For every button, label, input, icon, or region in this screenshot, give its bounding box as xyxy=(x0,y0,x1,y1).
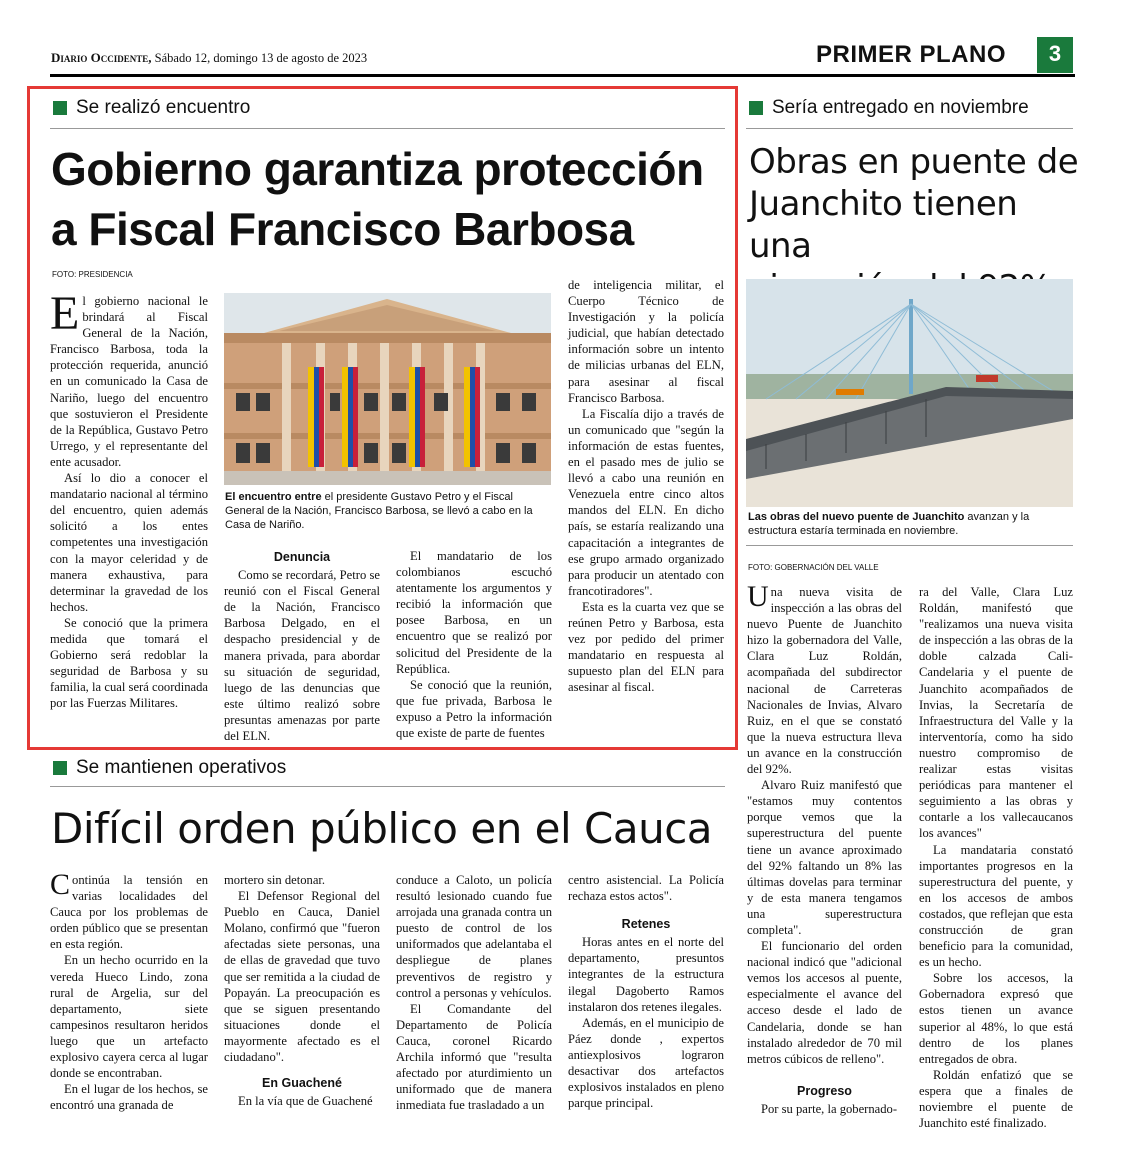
masthead-dateline xyxy=(51,50,367,66)
article2-photo-credit: FOTO: GOBERNACIÓN DEL VALLE xyxy=(748,563,879,572)
article2-paragraph: Alvaro Ruiz manifestó que "estamos muy contentos porque vemos que la superestructura del puente tiene un avance aproximado del 92% faltando un 8% las últimas dovelas para terminar y de esta manera tengamos una superestructura completa". xyxy=(747,778,902,937)
issue-date: Sábado 12, domingo 13 de agosto de 2023 xyxy=(151,51,368,65)
green-square-icon xyxy=(749,101,763,115)
article1-paragraph: El mandatario de los colombianos escuchó atentamente los argumentos y recibió la información que posee Barbosa, en un encuentro que se realizó por solicitud del Presidente de la República. xyxy=(396,549,552,676)
article1-paragraph: de inteligencia militar, el Cuerpo Técnico de Investigación y la policía judicial, que habían detectado información sobre un intento de milicias urbanas del ELN, para asesinar al fiscal Francisco Barbosa. xyxy=(568,278,724,405)
article3-paragraph: En un hecho ocurrido en la vereda Hueco Lindo, zona rural de Argelia, sur del departamento, siete campesinos resultaron heridos luego que un artefacto explosivo cayera cerca al lugar donde se encontraban. xyxy=(50,953,208,1081)
article1-paragraph: Como se recordará, Petro se reunió con el Fiscal General de la Nación, Francisco Barbosa Delgado, en el despacho presidencial y de manera privada, para abordar su situación de seguridad, luego de las denuncias que este último realizó sobre presuntas amenazas por parte del ELN. xyxy=(224,568,380,744)
article2-kicker-rule xyxy=(746,128,1073,129)
article2-subhead-progreso: Progreso xyxy=(797,1083,852,1098)
article2-paragraph: ra del Valle, Clara Luz Roldán, manifestó que "realizamos una nueva visita de inspección a las obras de la doble calzada Cali- Candelaria y el puente de Juanchito acompañados de Invias, la Secretaría de Infraestructura del Valle y la interventoría, como ha sido nuestro compromiso de realizar estas visitas periódicas para mantener el seguimiento a las obras y contarle a los vallecaucanos los avances" xyxy=(919,585,1073,841)
green-square-icon xyxy=(53,761,67,775)
caption-text: el presidente Gustavo Petro y el Fiscal General de la Nación, Francisco Barbosa, se llevó a cabo en la Casa de Nariño. xyxy=(225,491,533,531)
article1-headline-line1: Gobierno garantiza protección xyxy=(51,143,704,195)
article3-subhead-retenes: Retenes xyxy=(621,917,671,932)
article3-column-3 xyxy=(396,872,552,1113)
article2-headline-line1: Obras en puente de xyxy=(749,142,1079,182)
article2-paragraph: na nueva visita de inspección a las obras del nuevo Puente de Juanchito hizo la gobernadora del Valle, Clara Luz Roldán, acompañada del subdirector nacional de Carreteras Nacionales de Invias, Alvaro Ruiz, en el que se constató que la nueva estructura lleva un avance en la construcción del 92%. xyxy=(747,585,902,777)
caption-bold: El encuentro entre xyxy=(225,491,322,503)
article2-paragraph: Roldán enfatizó que se espera que a finales de noviembre el puente de Juanchito esté finalizado. xyxy=(919,1067,1073,1131)
article2-headline-line2: Juanchito tienen una xyxy=(749,184,1018,266)
article2-paragraph: La mandataria constató importantes progresos en la superestructura del puente, y en los accesos de ambos costados, que reflejan que esta construcción de gran beneficio para la comunidad, es un hecho. xyxy=(919,842,1073,970)
article3-paragraph: Horas antes en el norte del departamento, presuntos integrantes de la estructura ilegal Dagoberto Ramos instalaron dos retenes ilegales. xyxy=(568,935,724,1014)
article3-column-4 xyxy=(568,872,724,1111)
article3-paragraph: En el lugar de los hechos, se encontró una granada de xyxy=(50,1082,208,1113)
article3-paragraph: centro asistencial. La Policía rechaza estos actos". xyxy=(568,873,724,904)
article1-paragraph: l gobierno nacional le brindará al Fiscal General de la Nación, Francisco Barbosa, toda la protección requerida, anunció en un comunicado la Casa de Nariño, luego del encuentro que sostuvieron el Presidente de la República, Gustavo Petro Urrego, y el representante del ente acusador. xyxy=(50,294,208,469)
article2-kicker-text: Sería entregado en noviembre xyxy=(772,97,1029,118)
article3-headline: Difícil orden público en el Cauca xyxy=(51,804,713,853)
article1-paragraph: Se conoció que la reunión, que fue privada, Barbosa le expuso a Petro la información que existe de parte de fuentes xyxy=(396,677,552,741)
article1-dropcap: E xyxy=(50,287,80,340)
article1-kicker-text: Se realizó encuentro xyxy=(76,97,251,118)
article3-paragraph: mortero sin detonar. xyxy=(224,873,326,887)
article3-paragraph: Además, en el municipio de Páez donde , expertos antiexplosivos lograron desactivar dos artefactos explosivos instalados en pleno parque principal. xyxy=(568,1015,724,1111)
article2-dropcap: U xyxy=(747,580,769,613)
article2-photo-caption xyxy=(748,510,1073,538)
caption-text: avanzan y la estructura estaría terminada en noviembre. xyxy=(748,511,1030,537)
article3-paragraph: El Comandante del Departamento de Policía Cauca, coronel Ricardo Archila informó que "resulta afectado por aturdimiento un uniformado que de manera inmediata fue trasladado a un xyxy=(396,1001,552,1113)
masthead-rule xyxy=(50,74,1075,77)
section-label: PRIMER PLANO xyxy=(816,41,1007,68)
paper-name: Diario Occidente, xyxy=(51,50,152,65)
article3-column-2 xyxy=(224,872,380,1109)
article1-subhead-denuncia: Denuncia xyxy=(273,550,331,564)
article3-paragraph: ontinúa la tensión en varias localidades del Cauca por los problemas de orden público que se presentan en esta región. xyxy=(50,873,208,952)
article3-paragraph: El Defensor Regional del Pueblo en Cauca, Daniel Molano, confirmó que "fueron afectadas siete personas, una de ellas de gravedad que tuvo que ser remitida a la ciudad de Popayán. La preocupación es que se siguen presentando situaciones donde el mayormente afectado es el ciudadano". xyxy=(224,889,380,1065)
highlight-box xyxy=(27,86,738,750)
article2-caption-rule xyxy=(746,545,1073,546)
article1-headline-line2: a Fiscal Francisco Barbosa xyxy=(51,203,634,255)
article3-column-1 xyxy=(50,868,208,1113)
article1-photo-credit: FOTO: PRESIDENCIA xyxy=(52,270,133,279)
article1-paragraph: Así lo dio a conocer el mandatario nacional al término del encuentro, quien además solicitó a los entes competentes una investigación con la mayor celeridad y de manera exhaustiva, para determinar la gravedad de los hechos. xyxy=(50,471,208,614)
article3-kicker-rule xyxy=(50,786,725,787)
article3-paragraph: En la vía que de Guachené xyxy=(238,1094,373,1109)
article1-paragraph: La Fiscalía dijo a través de un comunicado que "según la información de estas fuentes, en el pasado mes de julio se llevó a cabo una reunión en Venezuela entre cinco altos mandos del ELN. En dicho país, se estaría realizando una capacitación a integrantes de ese grupo armado organizado para producir un atentado con francotiradores". xyxy=(568,406,724,598)
article1-paragraph: Se conoció que la primera medida que tomará el Gobierno será redoblar la seguridad de Barbosa y su familia, la cual será coordinada por las Fuerzas Militares. xyxy=(50,615,208,711)
article2-column-1 xyxy=(747,580,902,1117)
article1-paragraph: Esta es la cuarta vez que se reúnen Petro y Barbosa, esta vez por pedido del primer mandatario en respuesta al supuesto plan del ELN para asesinar al fiscal. xyxy=(568,599,724,695)
article3-paragraph: conduce a Caloto, un policía resultó lesionado cuando fue arrojada una granada contra un puesto de control de los uniformados que adelantaba el despliegue de planes preventivos de registro y control a personas y vehículos. xyxy=(396,873,552,1000)
caption-bold: Las obras del nuevo puente de Juanchito xyxy=(748,511,965,523)
article3-subhead-guachene: En Guachené xyxy=(262,1076,342,1091)
article3-dropcap: C xyxy=(50,868,71,901)
article3-kicker xyxy=(53,757,286,779)
article2-paragraph: Por su parte, la gobernado- xyxy=(761,1101,898,1116)
article3-kicker-text: Se mantienen operativos xyxy=(76,757,287,778)
article2-paragraph: Sobre los accesos, la Gobernadora expresó que estos tienen un avance superior al 48%, lo que está dentro de los planes entregados de obra. xyxy=(919,971,1073,1066)
article2-kicker xyxy=(749,97,1029,119)
page-number: 3 xyxy=(1037,37,1073,73)
juanchito-bridge-photo xyxy=(746,279,1073,507)
article2-column-2 xyxy=(919,584,1073,1131)
article2-paragraph: El funcionario del orden nacional indicó que "adicional vemos los accesos al puente, especialmente el avance del acceso desde el lado de Candelaria, donde se han instalado alrededor de 70 mil metros cúbicos de relleno". xyxy=(747,939,902,1066)
